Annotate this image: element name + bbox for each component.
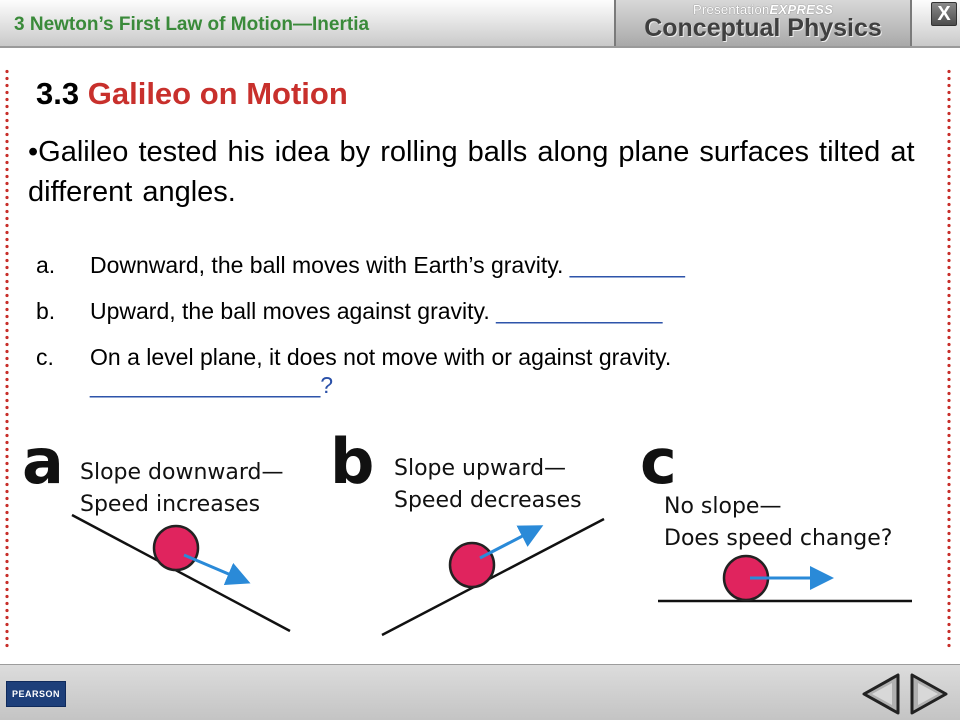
list-item bbox=[36, 343, 936, 403]
item-text: Downward, the ball moves with Earth’s gravity. bbox=[90, 252, 570, 278]
sub-item-list bbox=[36, 251, 936, 421]
bottom-bar bbox=[0, 664, 960, 720]
chapter-title: 3 Newton’s First Law of Motion—Inertia bbox=[14, 14, 370, 35]
panel-a-caption-line2: Speed increases bbox=[80, 492, 261, 517]
ball-b bbox=[450, 543, 494, 587]
panel-a-letter: a bbox=[22, 425, 64, 498]
ball-a bbox=[154, 526, 198, 570]
list-item bbox=[36, 297, 936, 325]
logo-product-name: Conceptual Physics bbox=[644, 14, 882, 42]
top-bar bbox=[0, 0, 960, 48]
item-letter: b. bbox=[36, 298, 56, 324]
item-letter: a. bbox=[36, 252, 56, 278]
section-name: Galileo on Motion bbox=[87, 76, 348, 111]
slope-up-surface bbox=[382, 519, 604, 635]
close-button[interactable]: X bbox=[931, 2, 957, 26]
question-mark: ? bbox=[320, 372, 334, 398]
logo-tagline: PresentationEXPRESS bbox=[692, 2, 834, 17]
answer-blank: __________________ bbox=[90, 372, 321, 398]
item-text: On a level plane, it does not move with or against gravity. bbox=[90, 344, 672, 370]
main-bullet: •Galileo tested his idea by rolling balls along plane surfaces tilted at different angles. bbox=[28, 136, 915, 208]
answer-blank: _________ bbox=[569, 252, 685, 278]
panel-c-caption-line1: No slope— bbox=[664, 494, 782, 519]
section-title bbox=[36, 76, 348, 112]
item-letter: c. bbox=[36, 344, 54, 370]
velocity-arrow-a bbox=[184, 555, 245, 581]
panel-c-letter: c bbox=[640, 425, 677, 498]
panel-b-letter: b bbox=[330, 425, 375, 498]
answer-blank: _____________ bbox=[496, 298, 663, 324]
panel-c-caption-line2: Does speed change? bbox=[664, 526, 893, 551]
item-text: Upward, the ball moves against gravity. bbox=[90, 298, 497, 324]
section-number: 3.3 bbox=[36, 76, 80, 111]
velocity-arrow-b bbox=[480, 528, 538, 558]
presentation-express-logo bbox=[614, 0, 912, 46]
previous-slide-button[interactable] bbox=[856, 669, 906, 719]
pearson-logo: PEARSON bbox=[6, 681, 66, 707]
list-item bbox=[36, 251, 936, 279]
panel-a-caption-line1: Slope downward— bbox=[80, 460, 284, 485]
panel-b-caption-line2: Speed decreases bbox=[394, 488, 582, 513]
panel-b-caption-line1: Slope upward— bbox=[394, 456, 567, 481]
inclined-planes-illustration bbox=[0, 425, 960, 665]
next-slide-button[interactable] bbox=[904, 669, 954, 719]
